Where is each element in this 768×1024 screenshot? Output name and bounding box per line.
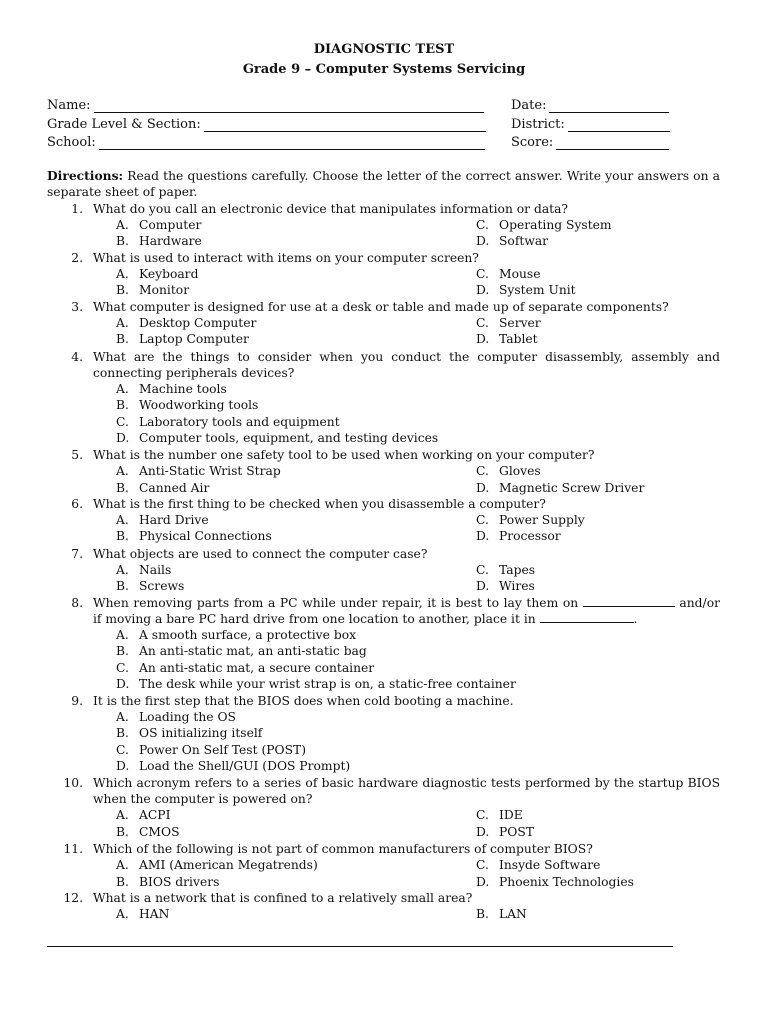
option-2a[interactable]: A. Keyboard	[116, 267, 199, 281]
directions	[47, 168, 720, 201]
question-number: 9.	[71, 694, 83, 708]
option-4c[interactable]: C. Laboratory tools and equipment	[116, 415, 340, 429]
option-10d[interactable]: D. POST	[476, 825, 534, 839]
question-11	[47, 841, 720, 857]
answer-blank-1[interactable]	[583, 595, 675, 607]
question-number: 11.	[63, 842, 83, 856]
question-text: What objects are used to connect the computer case?	[93, 547, 428, 561]
option-12a[interactable]: A. HAN	[116, 907, 170, 921]
option-2c[interactable]: C. Mouse	[476, 267, 541, 281]
option-9c[interactable]: C. Power On Self Test (POST)	[116, 743, 307, 757]
field-row-1	[47, 97, 677, 115]
option-3a[interactable]: A. Desktop Computer	[116, 316, 257, 330]
score-label: Score:	[511, 135, 554, 150]
question-text: What are the things to consider when you conduct the computer disassembly, assembly and connecting peripherals devices?	[93, 350, 720, 381]
question-12	[47, 890, 720, 906]
question-number: 7.	[71, 547, 83, 561]
question-8	[47, 595, 720, 628]
option-5b[interactable]: B. Canned Air	[116, 481, 210, 495]
option-7d[interactable]: D. Wires	[476, 579, 535, 593]
question-3	[47, 299, 720, 315]
question-4	[47, 349, 720, 382]
name-label: Name:	[47, 98, 91, 113]
option-11c[interactable]: C. Insyde Software	[476, 858, 601, 872]
option-8c[interactable]: C. An anti-static mat, a secure container	[116, 661, 375, 675]
question-1	[47, 201, 720, 217]
question-text: What is used to interact with items on your computer screen?	[93, 251, 479, 265]
option-5a[interactable]: A. Anti-Static Wrist Strap	[116, 464, 281, 478]
question-text: Which of the following is not part of common manufacturers of computer BIOS?	[93, 842, 593, 856]
field-row-2	[47, 116, 677, 134]
question-text: What computer is designed for use at a desk or table and made up of separate components?	[93, 300, 669, 314]
grade-section-label: Grade Level & Section:	[47, 117, 201, 132]
question-text: Which acronym refers to a series of basic hardware diagnostic tests performed by the startup BIOS when the computer is powered on?	[93, 776, 720, 807]
option-1c[interactable]: C. Operating System	[476, 218, 612, 232]
district-field[interactable]	[568, 119, 670, 132]
option-3d[interactable]: D. Tablet	[476, 332, 538, 346]
question-number: 5.	[71, 448, 83, 462]
footer-divider	[47, 946, 673, 947]
question-2	[47, 250, 720, 266]
option-6a[interactable]: A. Hard Drive	[116, 513, 209, 527]
question-number: 3.	[71, 300, 83, 314]
option-12b[interactable]: B. LAN	[476, 907, 527, 921]
question-text: What do you call an electronic device that manipulates information or data?	[93, 202, 569, 216]
question-9	[47, 693, 720, 709]
option-8a[interactable]: A. A smooth surface, a protective box	[116, 628, 357, 642]
school-label: School:	[47, 135, 96, 150]
option-8d[interactable]: D. The desk while your wrist strap is on, a static-free container	[116, 677, 516, 691]
district-label: District:	[511, 117, 565, 132]
option-10a[interactable]: A. ACPI	[116, 808, 171, 822]
score-field[interactable]	[556, 137, 669, 150]
page-title: DIAGNOSTIC TEST	[313, 42, 455, 57]
option-7b[interactable]: B. Screws	[116, 579, 185, 593]
question-number: 10.	[63, 776, 83, 790]
directions-label: Directions:	[47, 168, 124, 183]
question-number: 4.	[71, 350, 83, 364]
answer-blank-2[interactable]	[540, 611, 634, 623]
question-5	[47, 447, 720, 463]
page-subtitle: Grade 9 – Computer Systems Servicing	[242, 62, 526, 77]
option-4a[interactable]: A. Machine tools	[116, 382, 227, 396]
option-2d[interactable]: D. System Unit	[476, 283, 576, 297]
option-11a[interactable]: A. AMI (American Megatrends)	[116, 858, 318, 872]
option-3b[interactable]: B. Laptop Computer	[116, 332, 249, 346]
option-9b[interactable]: B. OS initializing itself	[116, 726, 263, 740]
option-11d[interactable]: D. Phoenix Technologies	[476, 875, 634, 889]
option-11b[interactable]: B. BIOS drivers	[116, 875, 220, 889]
question-number: 12.	[63, 891, 83, 905]
name-field[interactable]	[94, 100, 484, 113]
question-text: What is a network that is confined to a relatively small area?	[93, 891, 473, 905]
option-7c[interactable]: C. Tapes	[476, 563, 536, 577]
question-number: 6.	[71, 497, 83, 511]
option-10b[interactable]: B. CMOS	[116, 825, 180, 839]
option-5c[interactable]: C. Gloves	[476, 464, 541, 478]
grade-section-field[interactable]	[204, 119, 486, 132]
question-7	[47, 546, 720, 562]
option-1a[interactable]: A. Computer	[116, 218, 202, 232]
option-9a[interactable]: A. Loading the OS	[116, 710, 236, 724]
question-text: What is the number one safety tool to be used when working on your computer?	[93, 448, 595, 462]
option-1b[interactable]: B. Hardware	[116, 234, 202, 248]
option-10c[interactable]: C. IDE	[476, 808, 523, 822]
option-6c[interactable]: C. Power Supply	[476, 513, 585, 527]
field-row-3	[47, 134, 677, 152]
question-text: When removing parts from a PC while under repair, it is best to lay them on and/or if moving a bare PC hard drive from one location to another, place it in .	[93, 596, 720, 627]
question-number: 1.	[71, 202, 83, 216]
date-field[interactable]	[549, 100, 669, 113]
option-4b[interactable]: B. Woodworking tools	[116, 398, 259, 412]
school-field[interactable]	[99, 137, 485, 150]
question-10	[47, 775, 720, 808]
question-text: It is the first step that the BIOS does when cold booting a machine.	[93, 694, 514, 708]
option-7a[interactable]: A. Nails	[116, 563, 172, 577]
question-text: What is the first thing to be checked when you disassemble a computer?	[93, 497, 546, 511]
option-4d[interactable]: D. Computer tools, equipment, and testing devices	[116, 431, 439, 445]
question-6	[47, 496, 720, 512]
date-label: Date:	[511, 98, 547, 113]
option-3c[interactable]: C. Server	[476, 316, 541, 330]
option-8b[interactable]: B. An anti-static mat, an anti-static bag	[116, 644, 367, 658]
question-number: 2.	[71, 251, 83, 265]
option-9d[interactable]: D. Load the Shell/GUI (DOS Prompt)	[116, 759, 351, 773]
option-6b[interactable]: B. Physical Connections	[116, 529, 272, 543]
option-2b[interactable]: B. Monitor	[116, 283, 190, 297]
option-1d[interactable]: D. Softwar	[476, 234, 549, 248]
directions-text: Read the questions carefully. Choose the letter of the correct answer. Write your answers on a separate sheet of paper.	[47, 169, 720, 200]
option-5d[interactable]: D. Magnetic Screw Driver	[476, 481, 645, 495]
question-number: 8.	[71, 596, 83, 610]
option-6d[interactable]: D. Processor	[476, 529, 561, 543]
